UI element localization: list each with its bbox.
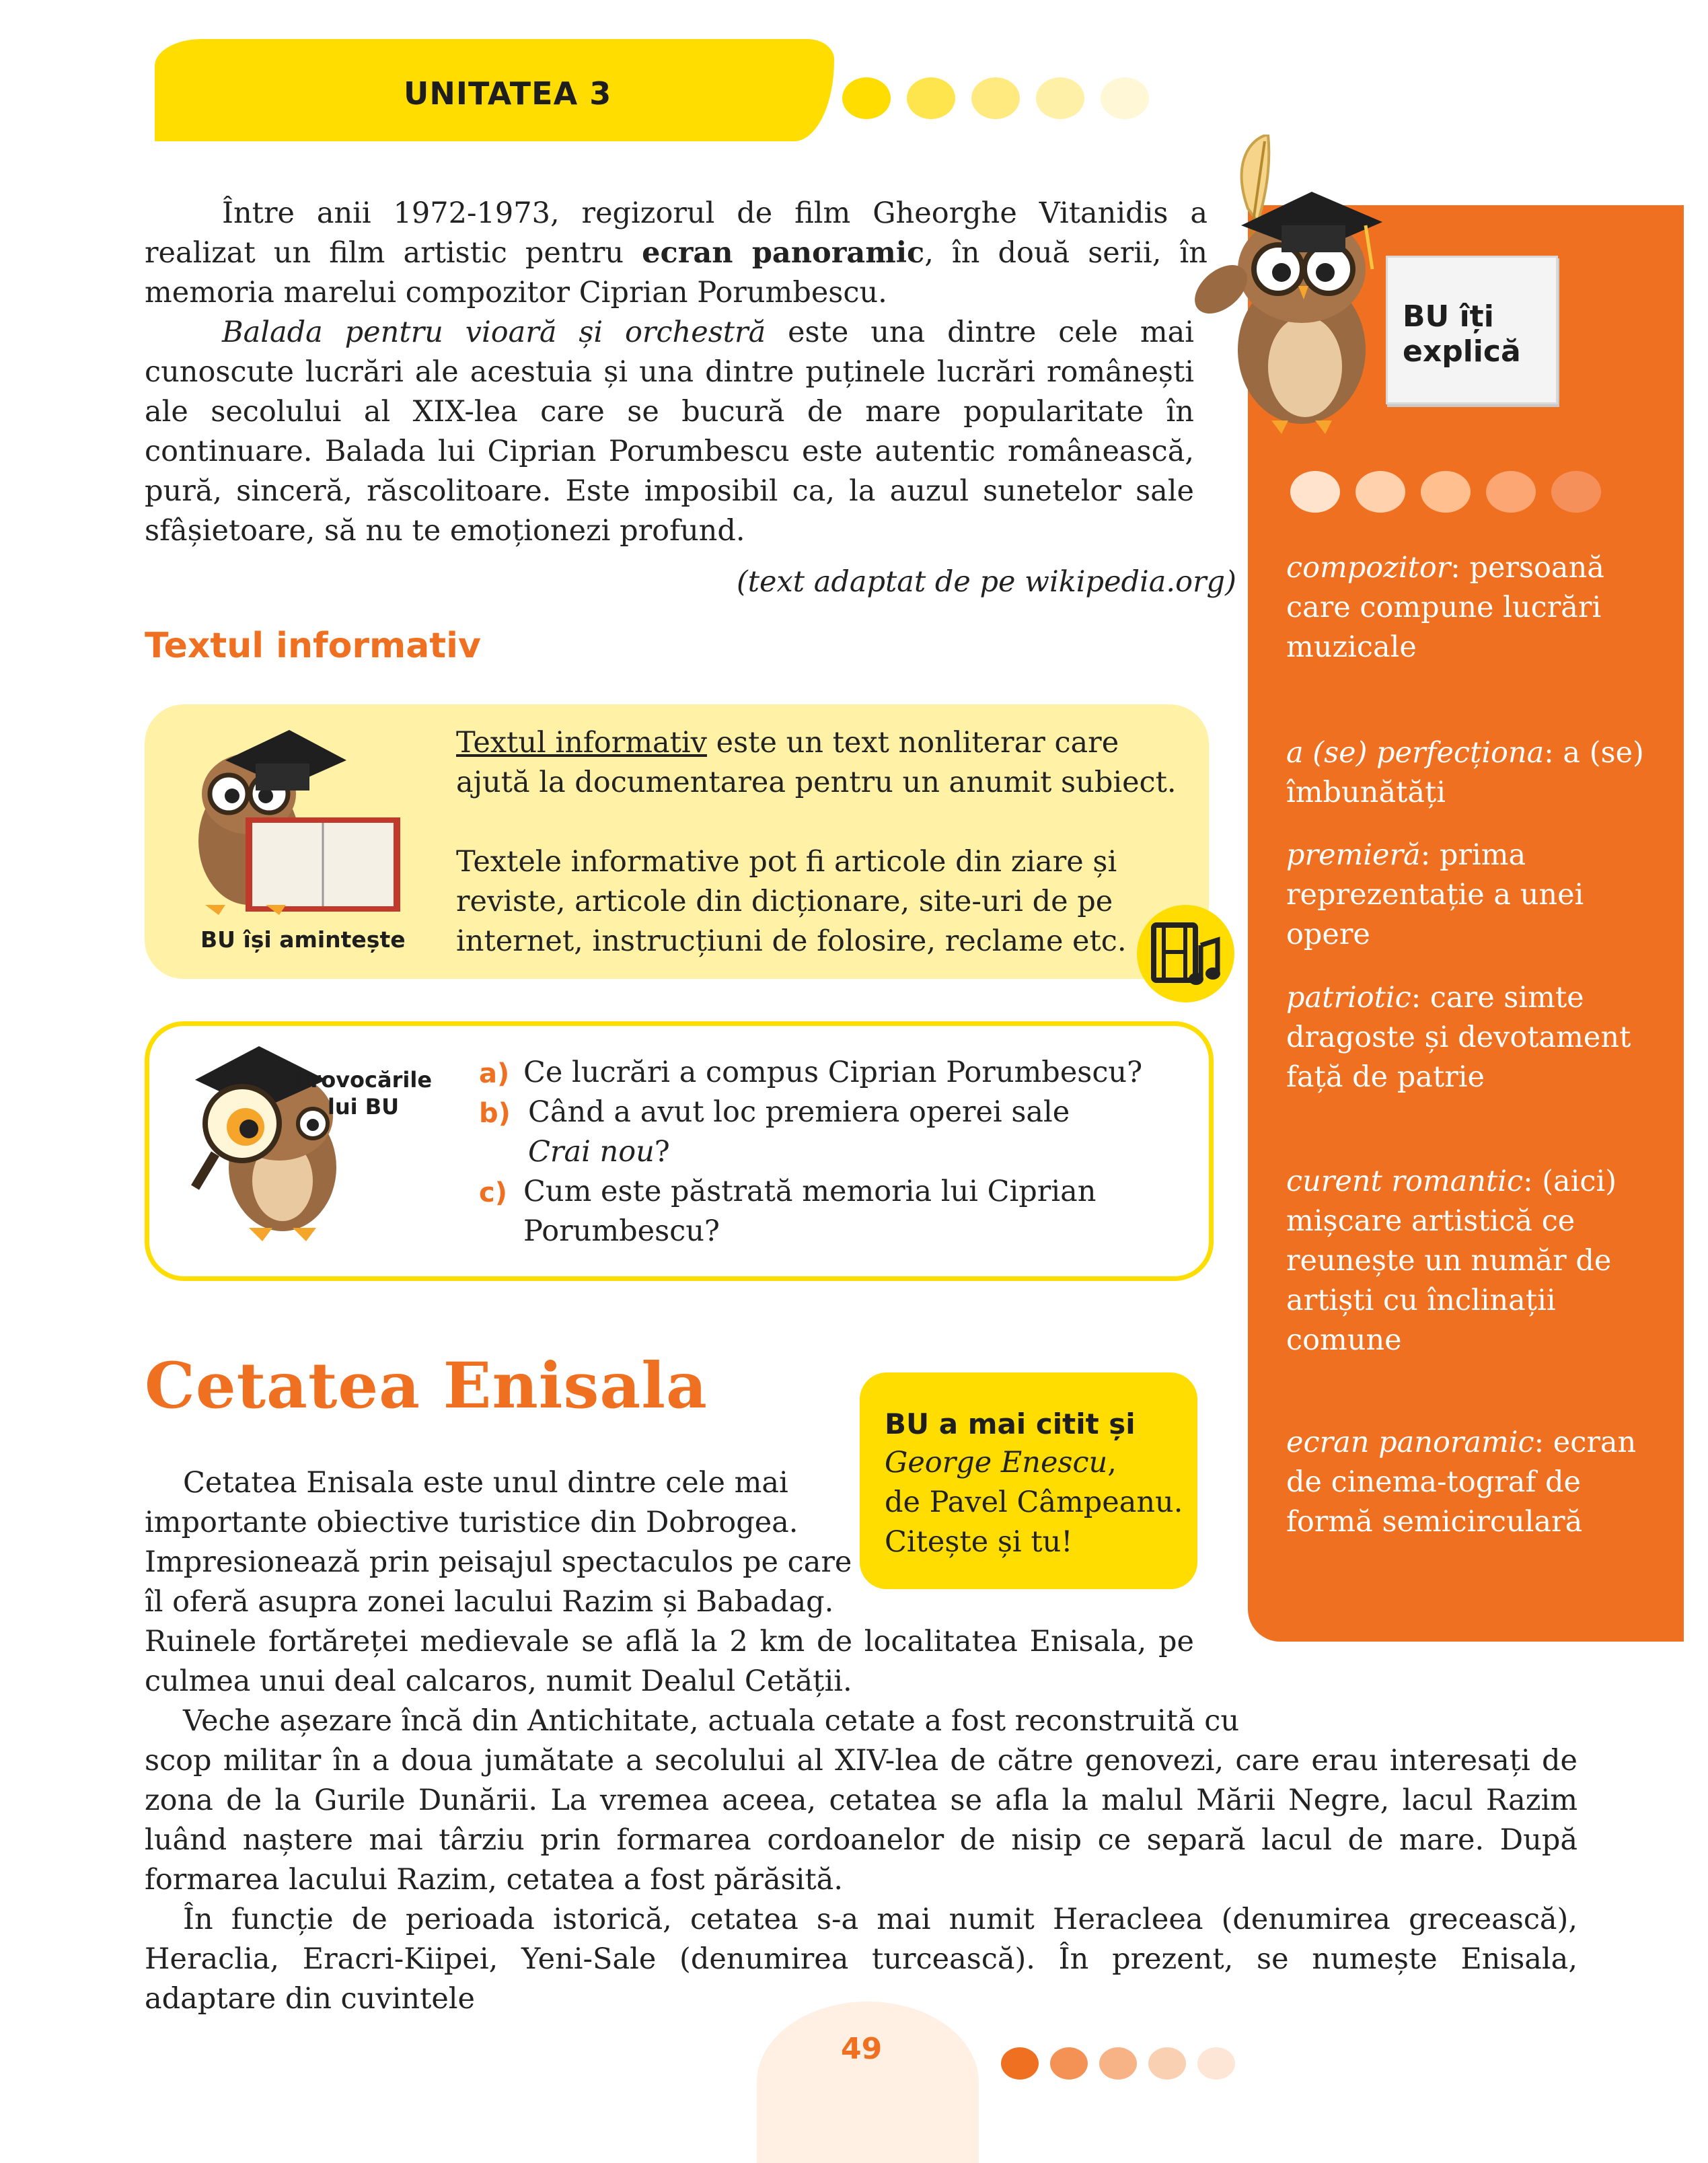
reading-tip-title: BU a mai citit și xyxy=(885,1407,1136,1440)
reading-tip-text: George Enescu, de Pavel Câmpeanu. Citește și tu! xyxy=(885,1446,1183,1559)
glossary-entry: a (se) perfecționa: a (se) îmbunătăți xyxy=(1286,736,1644,809)
question-letter: c) xyxy=(479,1177,507,1208)
unit-title: UNITATEA 3 xyxy=(404,75,612,112)
glossary-entry: curent romantic: (aici) mișcare artistică ce reunește un număr de artiști cu înclinații comune xyxy=(1286,1165,1617,1357)
reminder-label: BU își amintește xyxy=(200,926,406,953)
owl-book-icon xyxy=(178,723,420,918)
glossary-entry: ecran panoramic: ecran de cinema-tograf de formă semicirculară xyxy=(1286,1426,1637,1539)
intro-paragraph-2: Balada pentru vioară și orchestră este una dintre cele mai cunoscute lucrări ale acestuia și una dintre puținele lucrări românești ale secolului al XIX-lea care se bucură de mare popularitate în continuare. Balada lui Ciprian Porumbescu este autentic românească, pură, sinceră, răscolitoare. Este imposibil ca, la auzul sunetelor sale sfâșietoare, să nu te emoționezi profund. xyxy=(145,316,1194,548)
intro-paragraph-1: Între anii 1972-1973, regizorul de film Gheorghe Vitanidis a realizat un film artistic pentru ecran panoramic, în două serii, în memoria marelui compozitor Ciprian Porumbescu. xyxy=(145,196,1208,309)
article-paragraph-2: scop militar în a doua jumătate a secolului al XIV-lea de către genovezi, care erau interesați de zona de la Gurile Dunării. La vremea aceea, cetatea se afla la malul Mării Negre, lacul Razim luând naștere mai târziu prin formarea cordoanelor de nisip ce separă lacul de mare. După formarea lacului Razim, cetatea a fost părăsită. xyxy=(145,1744,1577,1897)
section-heading: Textul informativ xyxy=(145,626,481,666)
question-c: Cum este păstrată memoria lui Ciprian Porumbescu? xyxy=(523,1175,1097,1248)
question-letter: a) xyxy=(479,1058,510,1089)
question-a: Ce lucrări a compus Ciprian Porumbescu? xyxy=(523,1056,1143,1089)
glossary-entry: patriotic: care simte dragoste și devotament față de patrie xyxy=(1286,981,1631,1094)
page-number-badge xyxy=(757,2002,979,2163)
glossary-entry: compozitor: persoană care compune lucrări muzicale xyxy=(1286,551,1604,664)
article-paragraph-3: În funcție de perioada istorică, cetatea s-a mai numit Heracleea (denumirea grecească), Heraclia, Eracri-Kiipei, Yeni-Sale (denumirea turcească). În prezent, se numește Enisala, adaptare din cuvintele xyxy=(145,1903,1577,2016)
question-b: Când a avut loc premiera operei sale Crai nou? xyxy=(528,1095,1070,1169)
article-paragraph-2-start: Veche așezare încă din Antichitate, actuala cetate a fost reconstruită cu xyxy=(183,1704,1240,1738)
challenge-label: Provocările lui BU xyxy=(294,1067,433,1120)
article-lines: Cetatea Enisala este unul dintre cele mai importante obiective turistice din Dobrogea. Impresionează prin peisajul spectaculos pe care îl oferă asupra zonei lacului Razim și Babadag. xyxy=(145,1466,852,1619)
source-citation: (text adaptat de pe wikipedia.org) xyxy=(737,565,1236,599)
question-letter: b) xyxy=(479,1098,511,1129)
film-music-icon[interactable] xyxy=(1137,905,1234,1002)
page-number: 49 xyxy=(841,2032,883,2066)
glossary-card-label: BU îți explică xyxy=(1403,299,1521,369)
glossary-entry: premieră: prima reprezentație a unei opere xyxy=(1286,838,1584,951)
reminder-text: Textul informativ este un text nonliterar care ajută la documentarea pentru un anumit subiect. Textele informative pot fi articole din ziare și reviste, articole din dicționare, site-uri de pe internet, instrucțiuni de folosire, reclame etc. xyxy=(456,726,1177,958)
article-title: Cetatea Enisala xyxy=(145,1349,708,1423)
article-paragraph-1-end: Ruinele fortăreței medievale se află la 2 km de localitatea Enisala, pe culmea unui deal calcaros, numit Dealul Cetății. xyxy=(145,1625,1194,1698)
